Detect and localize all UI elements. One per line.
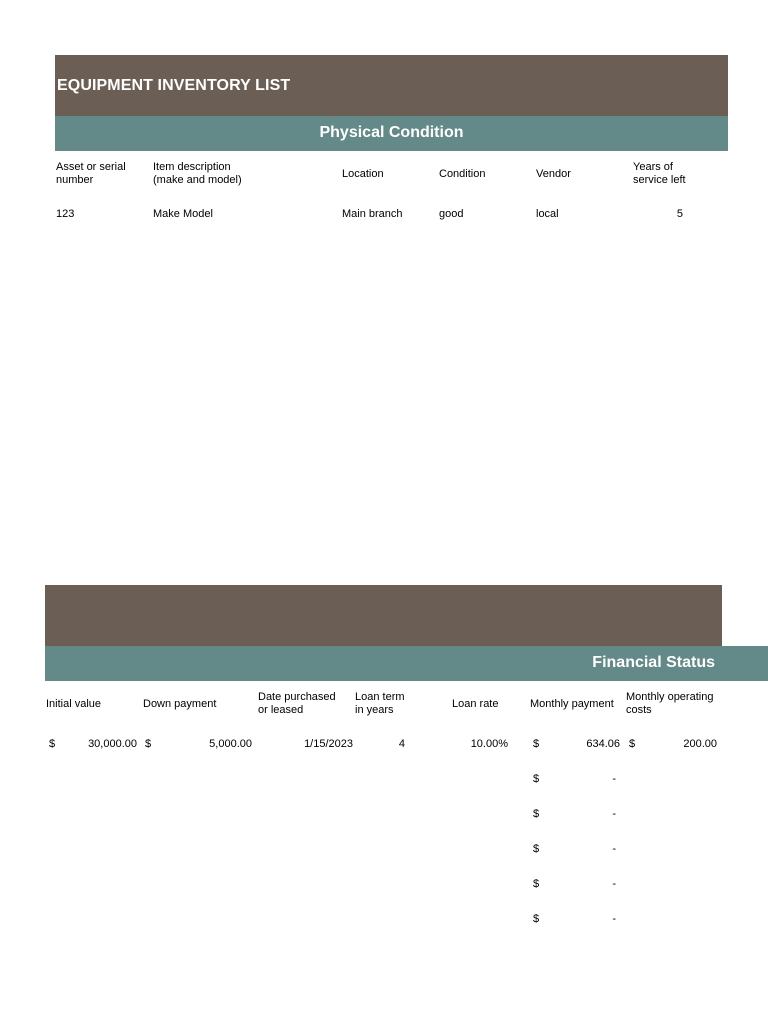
header-down-payment: Down payment	[143, 698, 217, 710]
physical-condition-title: Physical Condition	[319, 124, 464, 141]
currency-symbol: $	[49, 738, 56, 750]
currency-symbol: $	[533, 878, 540, 890]
header-years-line1: Years of	[633, 161, 673, 173]
header-initial-value: Initial value	[46, 698, 102, 710]
currency-symbol: $	[629, 738, 636, 750]
cell-asset[interactable]: 123	[56, 208, 75, 220]
header-asset-line2: number	[56, 174, 94, 186]
financial-status-title: Financial Status	[592, 654, 715, 671]
financial-title-band	[45, 585, 722, 646]
cell-down-payment[interactable]: 5,000.00	[209, 738, 252, 750]
title-band	[55, 55, 728, 116]
cell-initial-value[interactable]: 30,000.00	[88, 738, 137, 750]
cell-monthly-payment-empty[interactable]: -	[612, 773, 616, 785]
header-asset	[56, 161, 126, 187]
cell-years[interactable]: 5	[676, 208, 683, 220]
cell-description[interactable]: Make Model	[153, 208, 213, 220]
header-location: Location	[342, 168, 384, 180]
header-date-line2: or leased	[258, 704, 304, 716]
header-operating-line2: costs	[626, 704, 652, 716]
header-years-line2: service left	[633, 174, 686, 186]
cell-monthly-payment-empty[interactable]: -	[612, 878, 616, 890]
currency-symbol: $	[145, 738, 152, 750]
cell-location[interactable]: Main branch	[342, 208, 403, 220]
cell-condition[interactable]: good	[439, 208, 464, 220]
cell-vendor[interactable]: local	[536, 208, 559, 220]
header-description-line2: (make and model)	[153, 174, 242, 186]
header-loan-term-line2: in years	[355, 704, 394, 716]
cell-date[interactable]: 1/15/2023	[304, 738, 353, 750]
physical-condition-band	[55, 116, 728, 151]
header-condition: Condition	[439, 168, 486, 180]
header-operating-line1: Monthly operating	[626, 691, 714, 703]
header-monthly-payment: Monthly payment	[530, 698, 614, 710]
cell-loan-term[interactable]: 4	[398, 738, 405, 750]
cell-monthly-payment-empty[interactable]: -	[612, 808, 616, 820]
header-loan-term	[355, 691, 405, 717]
cell-monthly-payment-empty[interactable]: -	[612, 843, 616, 855]
header-description-line1: Item description	[153, 161, 231, 173]
header-loan-term-line1: Loan term	[355, 691, 405, 703]
header-vendor: Vendor	[536, 168, 571, 180]
header-operating-costs	[626, 691, 713, 717]
currency-symbol: $	[533, 738, 540, 750]
currency-symbol: $	[533, 843, 540, 855]
financial-status-band	[45, 646, 768, 681]
cell-operating-costs[interactable]: 200.00	[683, 738, 717, 750]
header-loan-rate: Loan rate	[452, 698, 499, 710]
currency-symbol: $	[533, 773, 540, 785]
header-date	[258, 691, 336, 717]
currency-symbol: $	[533, 913, 540, 925]
header-description	[153, 161, 242, 187]
currency-symbol: $	[533, 808, 540, 820]
cell-monthly-payment[interactable]: 634.06	[586, 738, 620, 750]
header-years	[633, 161, 686, 187]
header-asset-line1: Asset or serial	[56, 161, 126, 173]
cell-loan-rate[interactable]: 10.00%	[470, 738, 508, 750]
cell-monthly-payment-empty[interactable]: -	[612, 913, 616, 925]
header-date-line1: Date purchased	[258, 691, 336, 703]
page-title: EQUIPMENT INVENTORY LIST	[57, 77, 291, 94]
